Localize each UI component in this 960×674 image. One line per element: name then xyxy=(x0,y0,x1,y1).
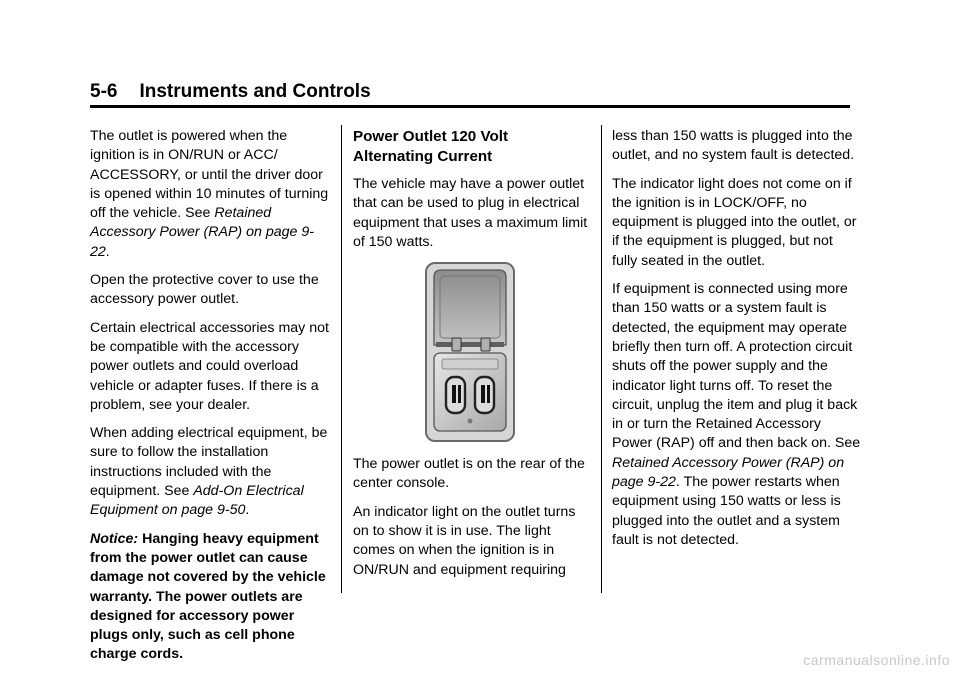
notice-label: Notice: xyxy=(90,530,139,547)
paragraph: The power outlet is on the rear of the center console. xyxy=(353,456,585,492)
header-rule xyxy=(90,105,850,108)
section-heading: Power Outlet 120 Volt Alternating Current xyxy=(353,128,509,165)
paragraph: An indicator light on the outlet turns on to show it is in use. The light comes on when the ignition is in ON/RUN and equipment requiring xyxy=(353,503,576,578)
paragraph: The indicator light does not come on if the ignition is in LOCK/OFF, no equipment is plugged into the outlet, or if the equipment is plugged, but not fully seated in the outlet. xyxy=(612,175,857,269)
watermark: carmanualsonline.info xyxy=(803,652,950,668)
paragraph: The outlet is powered when the ignition is in ON/RUN or ACC/ ACCESSORY, or until the driver door is opened within 10 minutes of turning off the vehicle. See Retained Accessory Power (RAP) on page 9-22. xyxy=(90,128,329,260)
paragraph: Open the protective cover to use the accessory power outlet. xyxy=(90,272,319,308)
page-number: 5-6 xyxy=(90,81,118,102)
page-header xyxy=(90,80,850,104)
column-divider-2 xyxy=(601,125,602,593)
cross-reference-link[interactable]: Add-On Electrical Equipment on page 9-50 xyxy=(90,483,304,519)
paragraph: When adding electrical equipment, be sure to follow the installation instructions included with the equipment. See Add-On Electrical Equipment on page 9-50. xyxy=(90,425,328,519)
paragraph: If equipment is connected using more than 150 watts or a system fault is detected, the equipment may operate briefly then turn off. A protection circuit shuts off the power supply and the indicator light turns off. To reset the circuit, unplug the item and plug it back in or turn the Retained Accessory Power (RAP) off and then back on. See Retained Accessory Power (RAP) on page 9-22. The power restarts when equipment using 150 watts or less is plugged into the outlet and a system fault is not detected. xyxy=(612,281,861,548)
paragraph: Certain electrical accessories may not be compatible with the accessory power outlets and could overload vehicle or adapter fuses. If there is a problem, see your dealer. xyxy=(90,319,329,413)
cross-reference-link[interactable]: Retained Accessory Power (RAP) on page 9-22 xyxy=(612,454,845,491)
column-divider-1 xyxy=(341,125,342,593)
notice-block xyxy=(90,530,330,665)
cross-reference-link[interactable]: Retained Accessory Power (RAP) on page 9-22 xyxy=(90,205,314,260)
paragraph: The vehicle may have a power outlet that can be used to plug in electrical equipment that uses a maximum limit of 150 watts. xyxy=(353,176,588,250)
column-2 xyxy=(353,127,590,589)
column-1 xyxy=(90,127,330,674)
power-outlet-illustration xyxy=(424,261,516,443)
column-3 xyxy=(612,127,862,559)
paragraph: less than 150 watts is plugged into the outlet, and no system fault is detected. xyxy=(612,128,855,164)
section-title: Instruments and Controls xyxy=(139,81,371,102)
notice-text: Hanging heavy equipment from the power outlet can cause damage not covered by the vehicle warranty. The power outlets are designed for accessory power plugs only, such as cell phone charge cords. xyxy=(90,530,326,663)
